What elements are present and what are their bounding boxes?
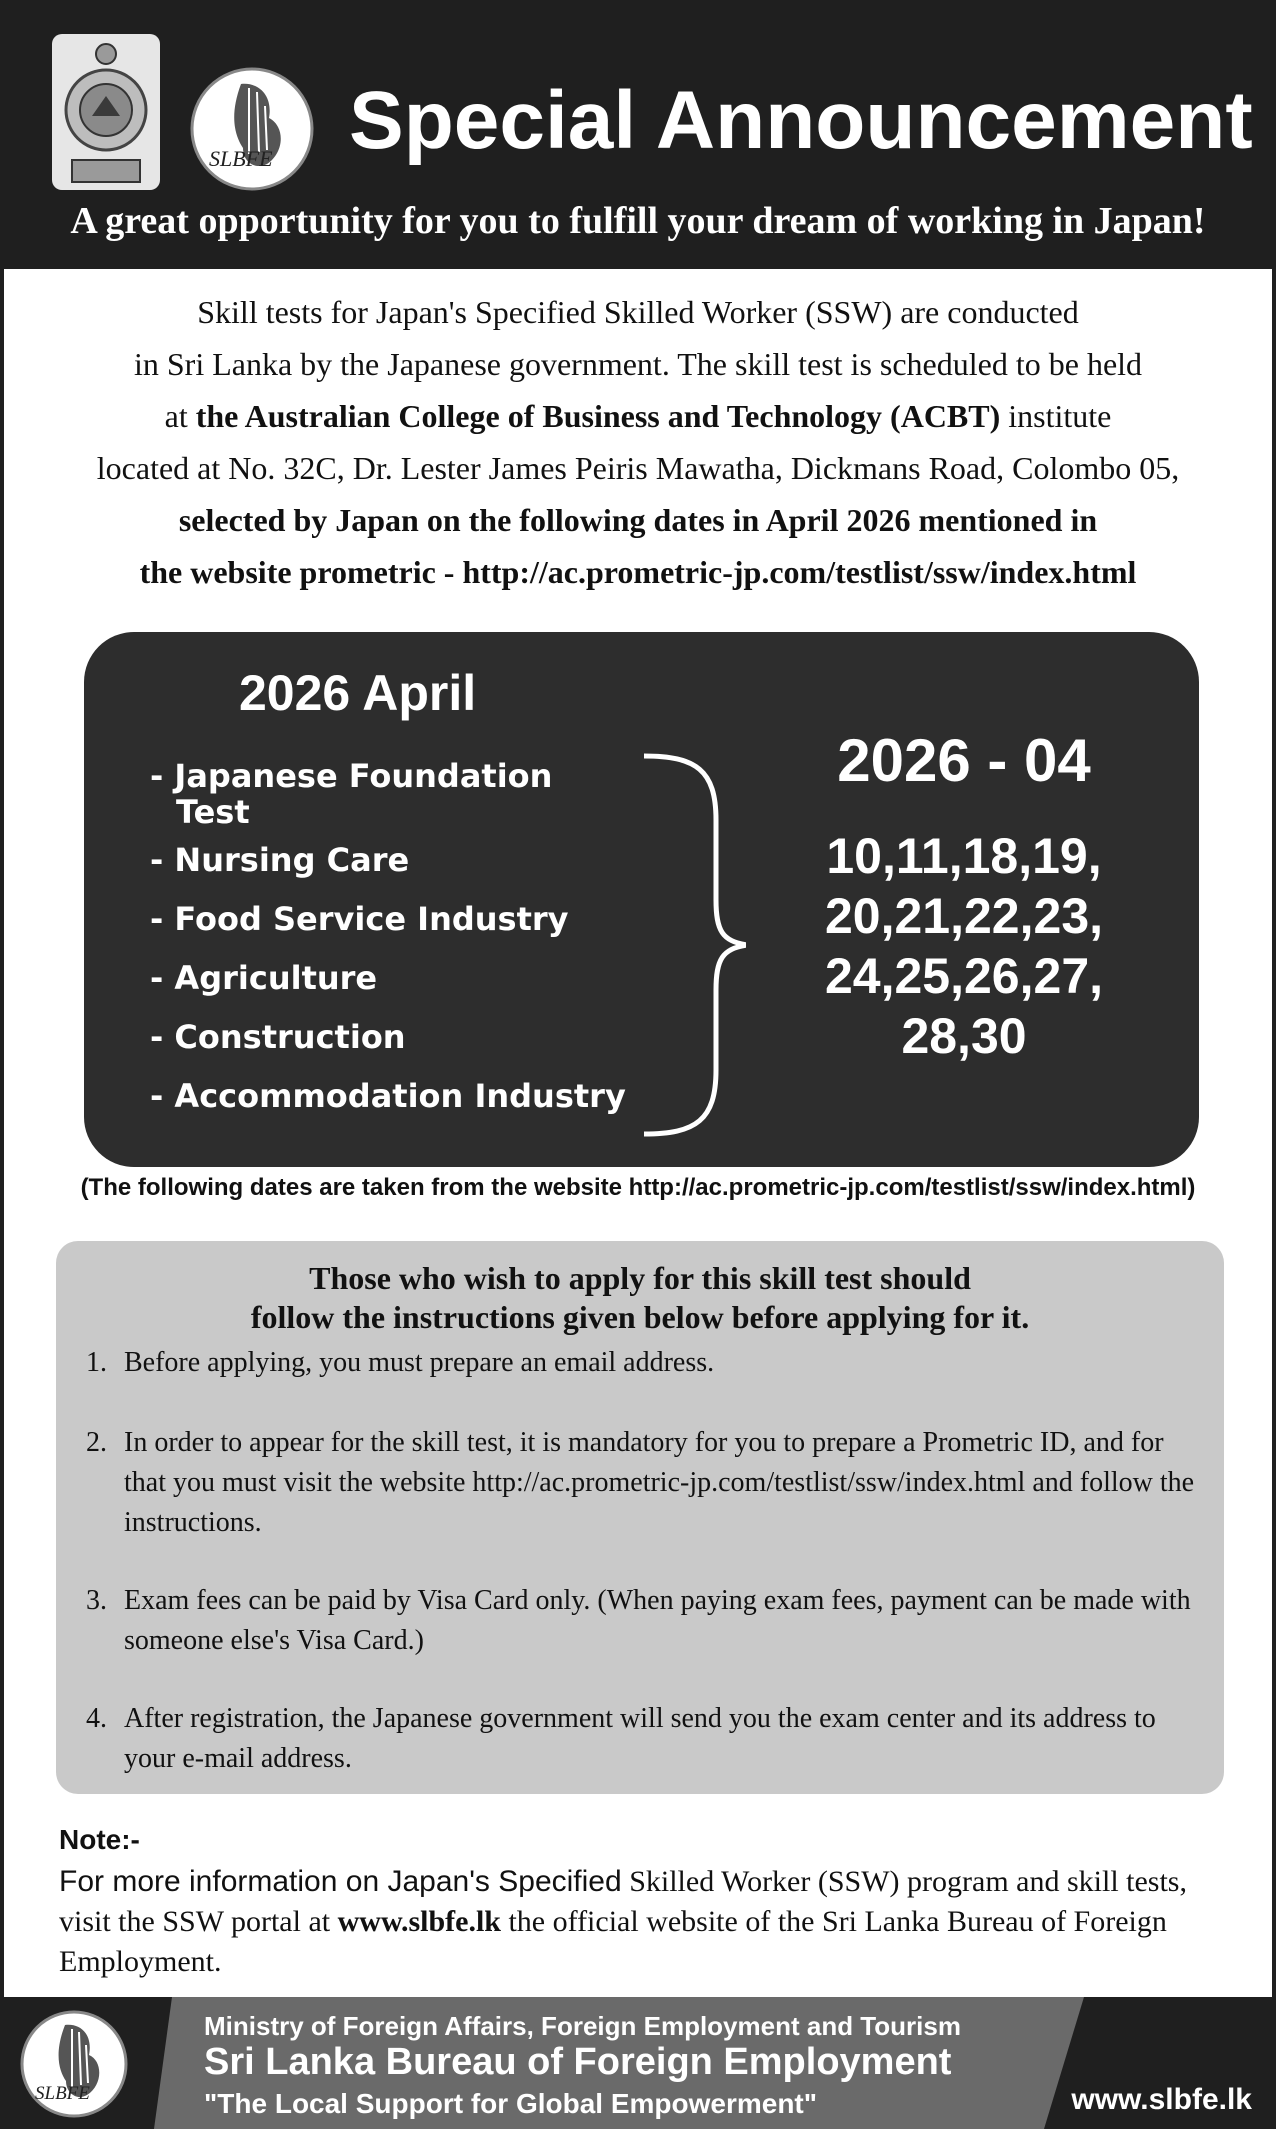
- note-part: For more information on Japan's Specified: [59, 1865, 622, 1898]
- instruction-step: [86, 1343, 1206, 1383]
- note-text: [59, 1862, 1219, 1982]
- ministry-name: Ministry of Foreign Affairs, Foreign Employment and Tourism: [204, 2011, 961, 2041]
- intro-line: located at No. 32C, Dr. Lester James Peiris Mawatha, Dickmans Road, Colombo 05,: [96, 450, 1180, 486]
- source-note: (The following dates are taken from the website http://ac.prometric-jp.com/testlist/ssw/index.html): [80, 1174, 1196, 1201]
- note-part: Skilled Worker (SSW) program and skill tests, visit the SSW portal at: [59, 1865, 1187, 1938]
- note-link: www.slbfe.lk: [337, 1905, 501, 1938]
- date-line: 24,25,26,27,: [824, 948, 1104, 1004]
- date-line: 20,21,22,23,: [824, 888, 1104, 944]
- curly-brace-icon: [636, 750, 746, 1140]
- intro-text: at: [164, 398, 196, 434]
- category-item: - Accommodation Industry: [150, 1077, 626, 1115]
- page-title: Special Announcement: [349, 75, 1253, 166]
- category-item: - Japanese Foundation: [150, 757, 553, 795]
- page-subtitle: A great opportunity for you to fulfill your dream of working in Japan!: [70, 200, 1206, 242]
- intro-line: the website prometric - http://ac.prometric-jp.com/testlist/ssw/index.html: [139, 554, 1137, 590]
- instructions-title-line: Those who wish to apply for this skill test should: [309, 1260, 971, 1296]
- intro-line: selected by Japan on the following dates in April 2026 mentioned in: [178, 502, 1098, 538]
- slbfe-logo-icon: [19, 2009, 129, 2119]
- category-item: - Food Service Industry: [150, 900, 569, 938]
- date-heading: 2026 - 04: [837, 727, 1091, 794]
- tagline: "The Local Support for Global Empowerment": [204, 2088, 818, 2119]
- schedule-box: [84, 632, 1199, 1167]
- intro-line: [34, 390, 1242, 442]
- date-line: 28,30: [901, 1008, 1027, 1064]
- website-link[interactable]: www.slbfe.lk: [1071, 2083, 1252, 2116]
- step-number: 2.: [86, 1427, 107, 1458]
- step-text: In order to appear for the skill test, it is mandatory for you to prepare a Prometric ID, and for that you must visit the website http://ac.prometric-jp.com/testlist/ssw/index.html and follow the instructions.: [124, 1427, 1195, 1538]
- date-line: 10,11,18,19,: [826, 828, 1102, 884]
- intro-line: in Sri Lanka by the Japanese government. The skill test is scheduled to be held: [133, 346, 1143, 382]
- instruction-step: [86, 1423, 1206, 1543]
- step-text: After registration, the Japanese government will send you the exam center and its address to your e-mail address.: [124, 1703, 1156, 1774]
- venue-name: the Australian College of Business and Technology (ACBT): [195, 398, 1001, 434]
- instructions-title: [56, 1259, 1224, 1337]
- national-emblem-icon: [50, 32, 162, 192]
- instructions-title-line: follow the instructions given below before applying for it.: [250, 1299, 1030, 1335]
- svg-text:SLBFE: SLBFE: [35, 2083, 90, 2104]
- step-number: 4.: [86, 1703, 107, 1734]
- instructions-box: [56, 1241, 1224, 1794]
- intro-text: institute: [1000, 398, 1112, 434]
- header-banner: [4, 4, 1272, 269]
- slbfe-logo-icon: [189, 66, 315, 192]
- note-label: Note:-: [59, 1824, 140, 1855]
- step-number: 1.: [86, 1347, 107, 1378]
- footer-banner: [4, 1997, 1272, 2129]
- step-number: 3.: [86, 1585, 107, 1616]
- svg-text:SLBFE: SLBFE: [209, 146, 273, 171]
- instruction-step: [86, 1699, 1206, 1779]
- category-item: - Construction: [150, 1018, 406, 1056]
- intro-line: Skill tests for Japan's Specified Skilled Worker (SSW) are conducted: [197, 294, 1079, 330]
- schedule-title: 2026 April: [239, 665, 477, 721]
- step-text: Exam fees can be paid by Visa Card only. (When paying exam fees, payment can be made with someone else's Visa Card.): [124, 1585, 1191, 1656]
- step-text: Before applying, you must prepare an email address.: [124, 1347, 715, 1378]
- category-item: - Nursing Care: [150, 841, 410, 879]
- category-item: Test: [176, 793, 250, 831]
- instruction-step: [86, 1581, 1206, 1661]
- intro-paragraph: [34, 286, 1242, 598]
- category-item: - Agriculture: [150, 959, 378, 997]
- note-part: the official website of the Sri Lanka Bureau of Foreign Employment.: [59, 1905, 1167, 1978]
- bureau-name: Sri Lanka Bureau of Foreign Employment: [204, 2041, 952, 2083]
